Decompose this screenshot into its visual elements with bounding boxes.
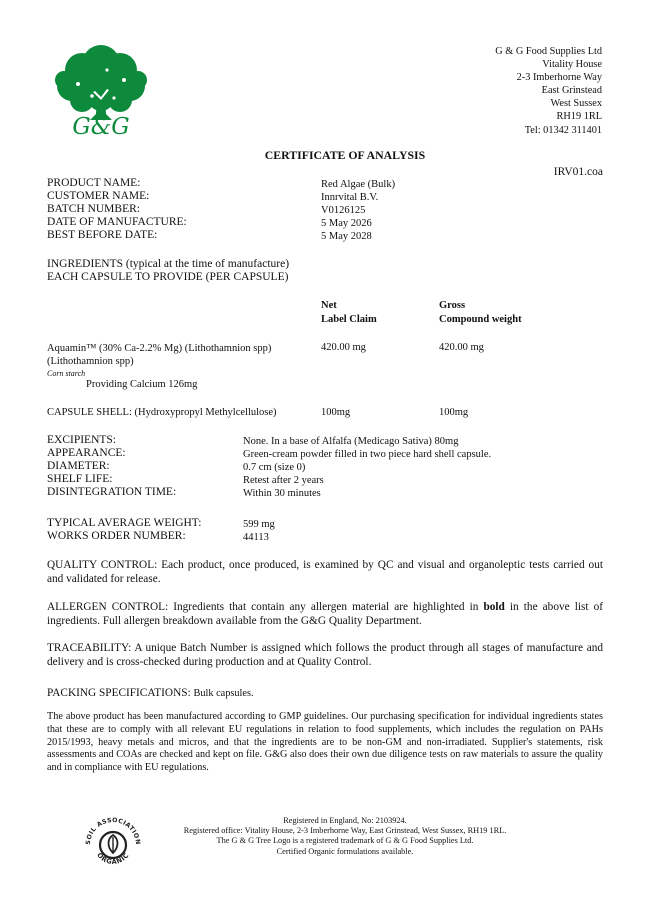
allergen-control-text	[47, 600, 603, 628]
footer-line: The G & G Tree Logo is a registered trademark of G & G Food Supplies Ltd.	[216, 836, 474, 846]
detail-label: CUSTOMER NAME:	[47, 190, 150, 202]
packing-specifications	[47, 683, 254, 701]
gross-header-line: Compound weight	[439, 314, 522, 325]
weight-value: 599 mg	[243, 519, 275, 530]
packing-value: Bulk capsules.	[193, 688, 254, 699]
address-line: Vitality House	[542, 59, 602, 71]
weight-label: TYPICAL AVERAGE WEIGHT:	[47, 517, 202, 529]
capsule-shell-gross: 100mg	[439, 407, 469, 418]
weights-values	[243, 518, 275, 544]
detail-label: BATCH NUMBER:	[47, 203, 140, 215]
spec-value: Within 30 minutes	[243, 488, 321, 499]
detail-label: PRODUCT NAME:	[47, 177, 141, 189]
weight-label: WORKS ORDER NUMBER:	[47, 530, 186, 542]
footer-line: Certified Organic formulations available.	[276, 846, 414, 856]
detail-value: 5 May 2028	[321, 231, 372, 242]
detail-value: Red Algae (Bulk)	[321, 179, 396, 190]
net-header-line: Net	[321, 300, 337, 311]
details-labels	[47, 177, 187, 242]
quality-control-text: QUALITY CONTROL: Each product, once produced, is examined by QC and visual and organoleptic tests carried out and validated for release.	[47, 559, 603, 585]
detail-value: V0126125	[321, 205, 366, 216]
specs-values	[243, 435, 491, 500]
spec-label: DISINTEGRATION TIME:	[47, 486, 177, 498]
details-values	[321, 178, 395, 243]
document-reference: IRV01.coa	[553, 166, 603, 178]
capsule-shell-net: 100mg	[321, 407, 351, 418]
allergen-text-part: ALLERGEN CONTROL: Ingredients that contain any allergen material are highlighted in	[47, 601, 484, 613]
ingredient-name	[47, 342, 271, 368]
ingredient-gross: 420.00 mg	[439, 342, 484, 353]
gross-header-line: Gross	[439, 300, 466, 311]
company-name: G & G Food Supplies Ltd	[495, 46, 602, 57]
company-address	[495, 45, 602, 137]
address-line: RH19 1RL	[556, 111, 602, 123]
detail-label: DATE OF MANUFACTURE:	[47, 216, 187, 228]
packing-label: PACKING SPECIFICATIONS:	[47, 687, 194, 699]
document-title: CERTIFICATE OF ANALYSIS	[264, 148, 426, 162]
spec-value: Green-cream powder filled in two piece hard shell capsule.	[243, 449, 492, 460]
spec-label: APPEARANCE:	[47, 447, 126, 459]
address-line: 2-3 Imberhorne Way	[516, 72, 602, 84]
ingredients-heading-line: EACH CAPSULE TO PROVIDE (PER CAPSULE)	[47, 271, 289, 283]
spec-value: Retest after 2 years	[243, 475, 324, 486]
soil-bottom-text: ORGANIC	[95, 851, 131, 867]
soil-ring-text: SOIL ASSOCIATION	[84, 816, 142, 846]
spec-value: 0.7 cm (size 0)	[243, 462, 306, 473]
capsule-shell-label: CAPSULE SHELL: (Hydroxypropyl Methylcellulose)	[47, 407, 277, 418]
specs-labels	[47, 434, 176, 499]
company-tel: Tel: 01342 311401	[524, 124, 602, 136]
detail-label: BEST BEFORE DATE:	[47, 229, 158, 241]
address-line: West Sussex	[550, 98, 602, 110]
spec-value: None. In a base of Alfalfa (Medicago Sativa) 80mg	[243, 436, 459, 447]
gross-column-header	[439, 299, 522, 327]
detail-value: 5 May 2026	[321, 218, 372, 229]
ingredient-sub: Corn starch	[47, 369, 86, 378]
net-column-header	[321, 299, 377, 327]
footer	[0, 816, 645, 857]
footer-line: Registered in England, No: 2103924.	[283, 816, 407, 825]
allergen-text-part: in the above list of ingredients. Full allergen breakdown available from the G&G Quality Department.	[47, 601, 604, 627]
ingredient-providing: Providing Calcium 126mg	[86, 379, 198, 390]
logo-text: G&G	[72, 114, 130, 140]
company-logo	[52, 40, 150, 144]
address-line: East Grinstead	[541, 85, 602, 97]
traceability-text: TRACEABILITY: A unique Batch Number is assigned which follows the product through all stages of manufacture and delivery and is cross-checked during production and at Quality Control.	[47, 642, 603, 668]
net-header-line: Label Claim	[321, 314, 377, 325]
spec-label: DIAMETER:	[47, 460, 110, 472]
ingredient-net: 420.00 mg	[321, 342, 366, 353]
allergen-bold-word: bold	[483, 601, 505, 613]
weight-value: 44113	[243, 532, 269, 543]
weights-labels	[47, 517, 201, 543]
ingredient-name-line: (Lithothamnion spp)	[47, 356, 134, 367]
detail-value: Innrvital B.V.	[321, 192, 379, 203]
ingredients-heading-line: INGREDIENTS (typical at the time of manufacture)	[47, 258, 290, 270]
footer-line: Registered office: Vitality House, 2-3 Imberhorne Way, East Grinstead, West Sussex, RH19 1RL.	[183, 826, 507, 836]
ingredients-heading	[47, 258, 289, 284]
ingredient-name-line: Aquamin™ (30% Ca-2.2% Mg) (Lithothamnion spp)	[47, 343, 272, 354]
spec-label: EXCIPIENTS:	[47, 434, 116, 446]
gmp-statement: The above product has been manufactured according to GMP guidelines. Our purchasing specification for individual ingredients states that these are to comply with all relevant EU regulations in relation to food supplements, which includes the regulation on PAHs 2015/1993, heavy metals and micros, and that the ingredients are to be non-GM and non-irradiated. Supplier's statements, risk assessments and COAs are checked and kept on file. G&G also does their own due diligence tests on raw materials to assure the quality and in compliance with EU regulations.	[47, 711, 603, 774]
spec-label: SHELF LIFE:	[47, 473, 113, 485]
